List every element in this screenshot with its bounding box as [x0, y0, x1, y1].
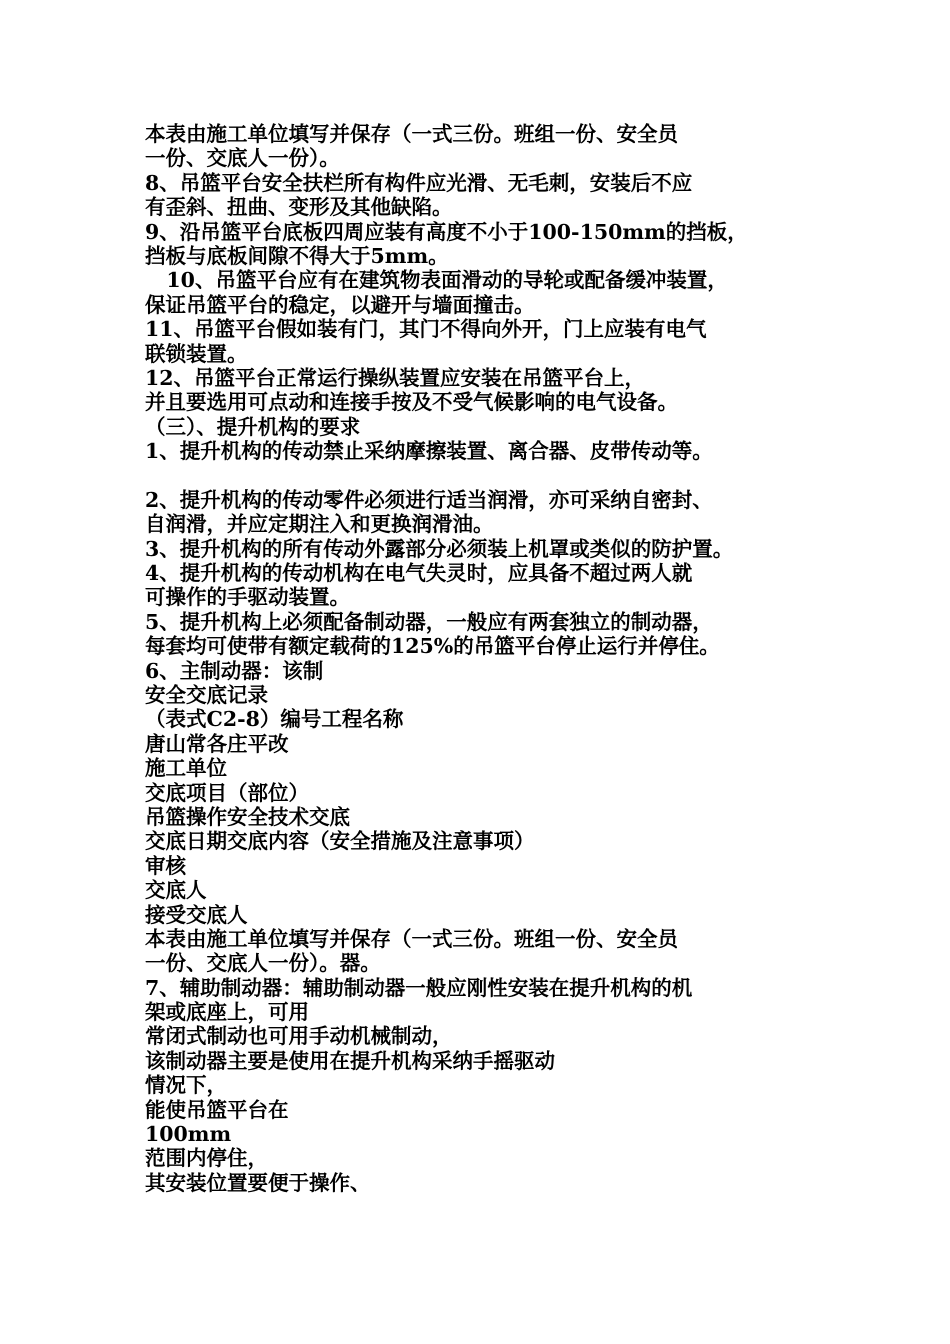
- text-line: 挡板与底板间隙不得大于5mm。: [145, 243, 449, 268]
- presenter-label: 交底人: [145, 878, 207, 903]
- text-line: 7、辅助制动器：辅助制动器一般应刚性安装在提升机构的机: [145, 975, 693, 1000]
- text-line: 联锁装置。: [145, 341, 248, 366]
- text-line: 9、沿吊篮平台底板四周应装有高度不小于100-150mm的挡板，: [145, 219, 748, 244]
- text-line: 10、吊篮平台应有在建筑物表面滑动的导轮或配备缓冲装置，: [145, 268, 728, 293]
- text-line: 其安装位置要便于操作、: [145, 1170, 371, 1195]
- text-line: 能使吊篮平台在: [145, 1097, 289, 1122]
- blank-line: [145, 463, 835, 487]
- text-line: 1、提升机构的传动禁止采纳摩擦装置、离合器、皮带传动等。: [145, 439, 713, 464]
- text-line: 保证吊篮平台的稳定，以避开与墙面撞击。: [145, 292, 535, 317]
- text-line: 一份、交底人一份）。器。: [145, 951, 381, 976]
- text-line: 并且要选用可点动和连接手按及不受气候影响的电气设备。: [145, 390, 678, 415]
- project-name: 唐山常各庄平改: [145, 731, 289, 756]
- text-line: 该制动器主要是使用在提升机构采纳手摇驱动: [145, 1048, 555, 1073]
- text-line: 常闭式制动也可用手动机械制动，: [145, 1024, 453, 1049]
- text-line: 8、吊篮平台安全扶栏所有构件应光滑、无毛刺，安装后不应: [145, 170, 693, 195]
- text-line: 可操作的手驱动装置。: [145, 585, 350, 610]
- section-heading: （三）、提升机构的要求: [145, 414, 361, 439]
- text-line: 6、主制动器：该制: [145, 658, 324, 683]
- date-content-label: 交底日期交底内容（安全措施及注意事项）: [145, 829, 535, 854]
- text-line: 一份、交底人一份）。: [145, 146, 340, 171]
- item-label: 交底项目（部位）: [145, 780, 309, 805]
- text-line: 2、提升机构的传动零件必须进行适当润滑，亦可采纳自密封、: [145, 487, 713, 512]
- receiver-label: 接受交底人: [145, 902, 248, 927]
- item-value: 吊篮操作安全技术交底: [145, 804, 350, 829]
- text-line: 100mm: [145, 1122, 232, 1147]
- document-body: [145, 122, 835, 1195]
- construction-unit-label: 施工单位: [145, 756, 227, 781]
- text-line: 4、提升机构的传动机构在电气失灵时，应具备不超过两人就: [145, 561, 693, 586]
- text-line: 每套均可使带有额定载荷的125%的吊篮平台停止运行并停住。: [145, 634, 720, 659]
- text-line: 范围内停住，: [145, 1146, 268, 1171]
- text-line: 架或底座上，可用: [145, 1000, 309, 1025]
- text-line: 自润滑，并应定期注入和更换润滑油。: [145, 512, 494, 537]
- text-line: 3、提升机构的所有传动外露部分必须装上机罩或类似的防护置。: [145, 536, 734, 561]
- reviewer-label: 审核: [145, 853, 186, 878]
- text-line: 12、吊篮平台正常运行操纵装置应安装在吊篮平台上，: [145, 365, 646, 390]
- form-code-line: （表式C2-8）编号工程名称: [145, 707, 404, 732]
- text-line: 情况下，: [145, 1073, 227, 1098]
- text-line: 本表由施工单位填写并保存（一式三份。班组一份、安全员: [145, 122, 678, 146]
- text-line: 有歪斜、扭曲、变形及其他缺陷。: [145, 195, 453, 220]
- text-line: 11、吊篮平台假如装有门，其门不得向外开，门上应装有电气: [145, 317, 707, 342]
- text-line: 5、提升机构上必须配备制动器，一般应有两套独立的制动器，: [145, 609, 713, 634]
- record-title: 安全交底记录: [145, 682, 268, 707]
- text-line: 本表由施工单位填写并保存（一式三份。班组一份、安全员: [145, 926, 678, 951]
